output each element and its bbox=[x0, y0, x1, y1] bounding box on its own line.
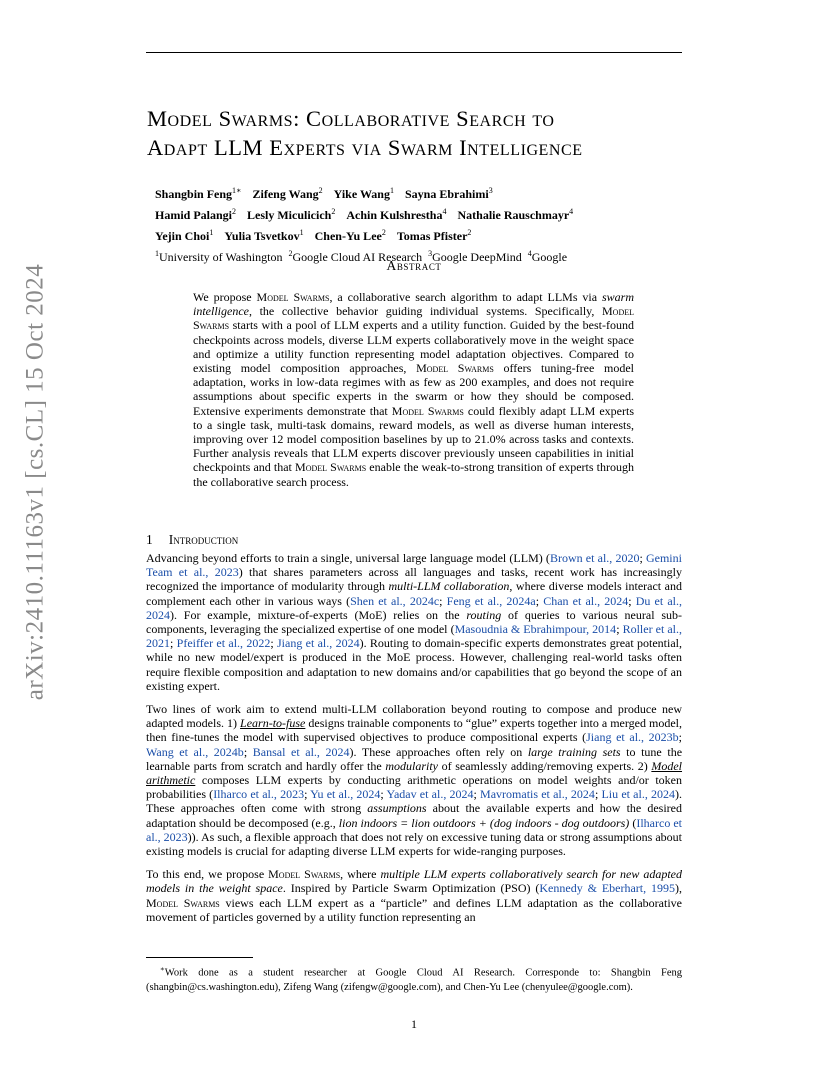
author: Yulia Tsvetkov$^1$ bbox=[224, 228, 304, 243]
author: Shangbin Feng$^{1∗}$ bbox=[155, 186, 242, 201]
section-title: Introduction bbox=[168, 532, 239, 547]
citation-link[interactable]: Roller et al., 2021 bbox=[146, 622, 682, 651]
citation-link[interactable]: Brown et al., 2020 bbox=[549, 551, 640, 565]
citation-link[interactable]: Liu et al., 2024 bbox=[601, 787, 676, 802]
author: Lesly Miculicich$^2$ bbox=[247, 207, 336, 222]
author-line-3 bbox=[155, 224, 675, 245]
affiliations: $^1$University of Washington $^2$Google Cloud AI Research $^3$Google DeepMind $^4$Google bbox=[155, 249, 568, 264]
citation-link[interactable]: Yu et al., 2024 bbox=[310, 787, 381, 802]
arxiv-id: arXiv:2410.11163v1 [cs.CL] 15 Oct 2024 bbox=[21, 263, 48, 701]
arxiv-stamp bbox=[18, 263, 52, 701]
paragraph: To this end, we propose Model Swarms, where multiple LLM experts collaboratively search for new adapted models in the weight space. Inspired by Particle Swarm Optimization (PSO) (Kennedy & Eberhart, 1995), Model Swarms views each LLM expert as a “particle” and defines LLM adaptation as the collaborative movement of particles governed by a utility function representing an bbox=[146, 867, 683, 924]
citation-link[interactable]: Yadav et al., 2024 bbox=[386, 787, 474, 802]
citation-link[interactable]: Ilharco et al., 2023 bbox=[213, 787, 305, 802]
abstract-heading: Abstract bbox=[386, 258, 442, 273]
citation-link[interactable]: Wang et al., 2024b bbox=[146, 744, 244, 759]
author: Yejin Choi$^1$ bbox=[155, 228, 214, 243]
author: Chen-Yu Lee$^2$ bbox=[314, 228, 386, 243]
author: Yike Wang$^1$ bbox=[333, 186, 394, 201]
affiliation: Google bbox=[531, 250, 568, 264]
author: Tomas Pfister$^2$ bbox=[396, 228, 472, 243]
intro-body bbox=[146, 551, 682, 933]
author-line-2 bbox=[155, 203, 675, 224]
author-line-1 bbox=[155, 182, 675, 203]
section-number: 1 bbox=[146, 532, 153, 547]
paper-title bbox=[147, 104, 687, 162]
citation-link[interactable]: Masoudnia & Ebrahimpour, 2014 bbox=[454, 622, 617, 637]
affiliation: Google DeepMind bbox=[432, 250, 522, 264]
citation-link[interactable]: Jiang et al., 2023b bbox=[586, 730, 679, 745]
abstract-body: We propose Model Swarms, a collaborative search algorithm to adapt LLMs via swarm intelligence, the collective behavior guiding individual systems. Specifically, Model Swarms starts with a pool of LLM experts and a utility function. Guided by the best-found checkpoints across models, diverse LLM experts collaboratively move in the weight space and optimize a utility function representing model adaptation objectives. Compared to existing model composition approaches, Model Swarms offers tuning-free model adaptation, works in low-data regimes with as few as 200 examples, and does not require assumptions about specific experts in the swarm or how they should be composed. Extensive experiments demonstrate that Model Swarms could flexibly adapt LLM experts to a single task, multi-task domains, reward models, as well as diverse human interests, improving over 12 model composition baselines by up to 21.0% across tasks and contexts. Further analysis reveals that LLM experts discover previously unseen capabilities in initial checkpoints and that Model Swarms enable the weak-to-strong transition of experts through the collaborative search process. bbox=[193, 290, 635, 489]
paragraph: Two lines of work aim to extend multi-LLM collaboration beyond routing to compose and produce new adapted models. 1) Learn-to-fuse designs trainable components to “glue” experts together into a merged model, then fine-tunes the model with supervised objectives to produce compositional experts (Jiang et al., 2023b; Wang et al., 2024b; Bansal et al., 2024). These approaches often rely on large training sets to tune the learnable parts from scratch and hardly offer the modularity of seamlessly adding/removing experts. 2) Model arithmetic composes LLM experts by conducting arithmetic operations on model weights and/or token probabilities (Ilharco et al., 2023; Yu et al., 2024; Yadav et al., 2024; Mavromatis et al., 2024; Liu et al., 2024). These approaches often come with strong assumptions about the available experts and how the desired adaptation should be decomposed (e.g., lion indoors = lion outdoors + (dog indoors - dog outdoors) (Ilharco et al., 2023)). As such, a flexible approach that does not rely on excessive tuning data or strong assumptions about existing models is crucial for adapting diverse LLM experts for wide-ranging purposes. bbox=[146, 702, 683, 859]
author: Zifeng Wang$^2$ bbox=[252, 186, 323, 201]
citation-link[interactable]: Shen et al., 2024c bbox=[350, 593, 440, 608]
citation-link[interactable]: Du et al., 2024 bbox=[146, 593, 682, 622]
citation-link[interactable]: Bansal et al., 2024 bbox=[252, 744, 350, 759]
author: Achin Kulshrestha$^4$ bbox=[346, 207, 447, 222]
section-heading bbox=[146, 532, 238, 548]
paragraph: Advancing beyond efforts to train a single, universal large language model (LLM) (Brown et al., 2020; Gemini Team et al., 2023) that shares parameters across all languages and tasks, recent work has increasingly recognized the importance of modularity through multi-LLM collaboration, where diverse models interact and complement each other in various ways (Shen et al., 2024c; Feng et al., 2024a; Chan et al., 2024; Du et al., 2024). For example, mixture-of-experts (MoE) relies on the routing of queries to various neural sub-components, leveraging the specialized expertise of one model (Masoudnia & Ebrahimpour, 2014; Roller et al., 2021; Pfeiffer et al., 2022; Jiang et al., 2024). Routing to domain-specific experts demonstrates great potential, while no new model/expert is produced in the MoE process. However, challenging real-world tasks often require flexible composition and adaptation to new domains and/or capabilities that go beyond the scope of an existing expert. bbox=[146, 551, 683, 693]
citation-link[interactable]: Kennedy & Eberhart, 1995 bbox=[539, 881, 676, 896]
author-block bbox=[155, 182, 675, 266]
citation-link[interactable]: Gemini Team et al., 2023 bbox=[146, 551, 682, 580]
citation-link[interactable]: Feng et al., 2024a bbox=[446, 593, 536, 608]
author: Sayna Ebrahimi$^3$ bbox=[404, 186, 493, 201]
citation-link[interactable]: Jiang et al., 2024 bbox=[277, 636, 360, 651]
author: Nathalie Rauschmayr$^4$ bbox=[457, 207, 574, 222]
title-line-2: Adapt LLM Experts via Swarm Intelligence bbox=[147, 135, 583, 160]
citation-link[interactable]: Ilharco et al., 2023 bbox=[146, 815, 683, 844]
affiliation: Google Cloud AI Research bbox=[292, 250, 423, 264]
header-rule bbox=[146, 52, 682, 53]
page-number: 1 bbox=[411, 1017, 417, 1031]
affiliation: University of Washington bbox=[159, 250, 283, 264]
footnote: ∗Work done as a student researcher at Google Cloud AI Research. Corresponde to: Shangbin Feng (shangbin@cs.washington.edu), Zifeng Wang (zifengw@google.com), and Chen-Yu Lee (chenyulee@google.com). bbox=[146, 965, 682, 993]
citation-link[interactable]: Pfeiffer et al., 2022 bbox=[176, 636, 271, 651]
author: Hamid Palangi$^2$ bbox=[155, 207, 237, 222]
citation-link[interactable]: Chan et al., 2024 bbox=[543, 593, 629, 608]
title-line-1: Model Swarms: Collaborative Search to bbox=[147, 106, 555, 131]
footnote-mark: ∗ bbox=[160, 965, 165, 973]
citation-link[interactable]: Mavromatis et al., 2024 bbox=[480, 787, 595, 802]
footnote-rule bbox=[146, 957, 253, 958]
